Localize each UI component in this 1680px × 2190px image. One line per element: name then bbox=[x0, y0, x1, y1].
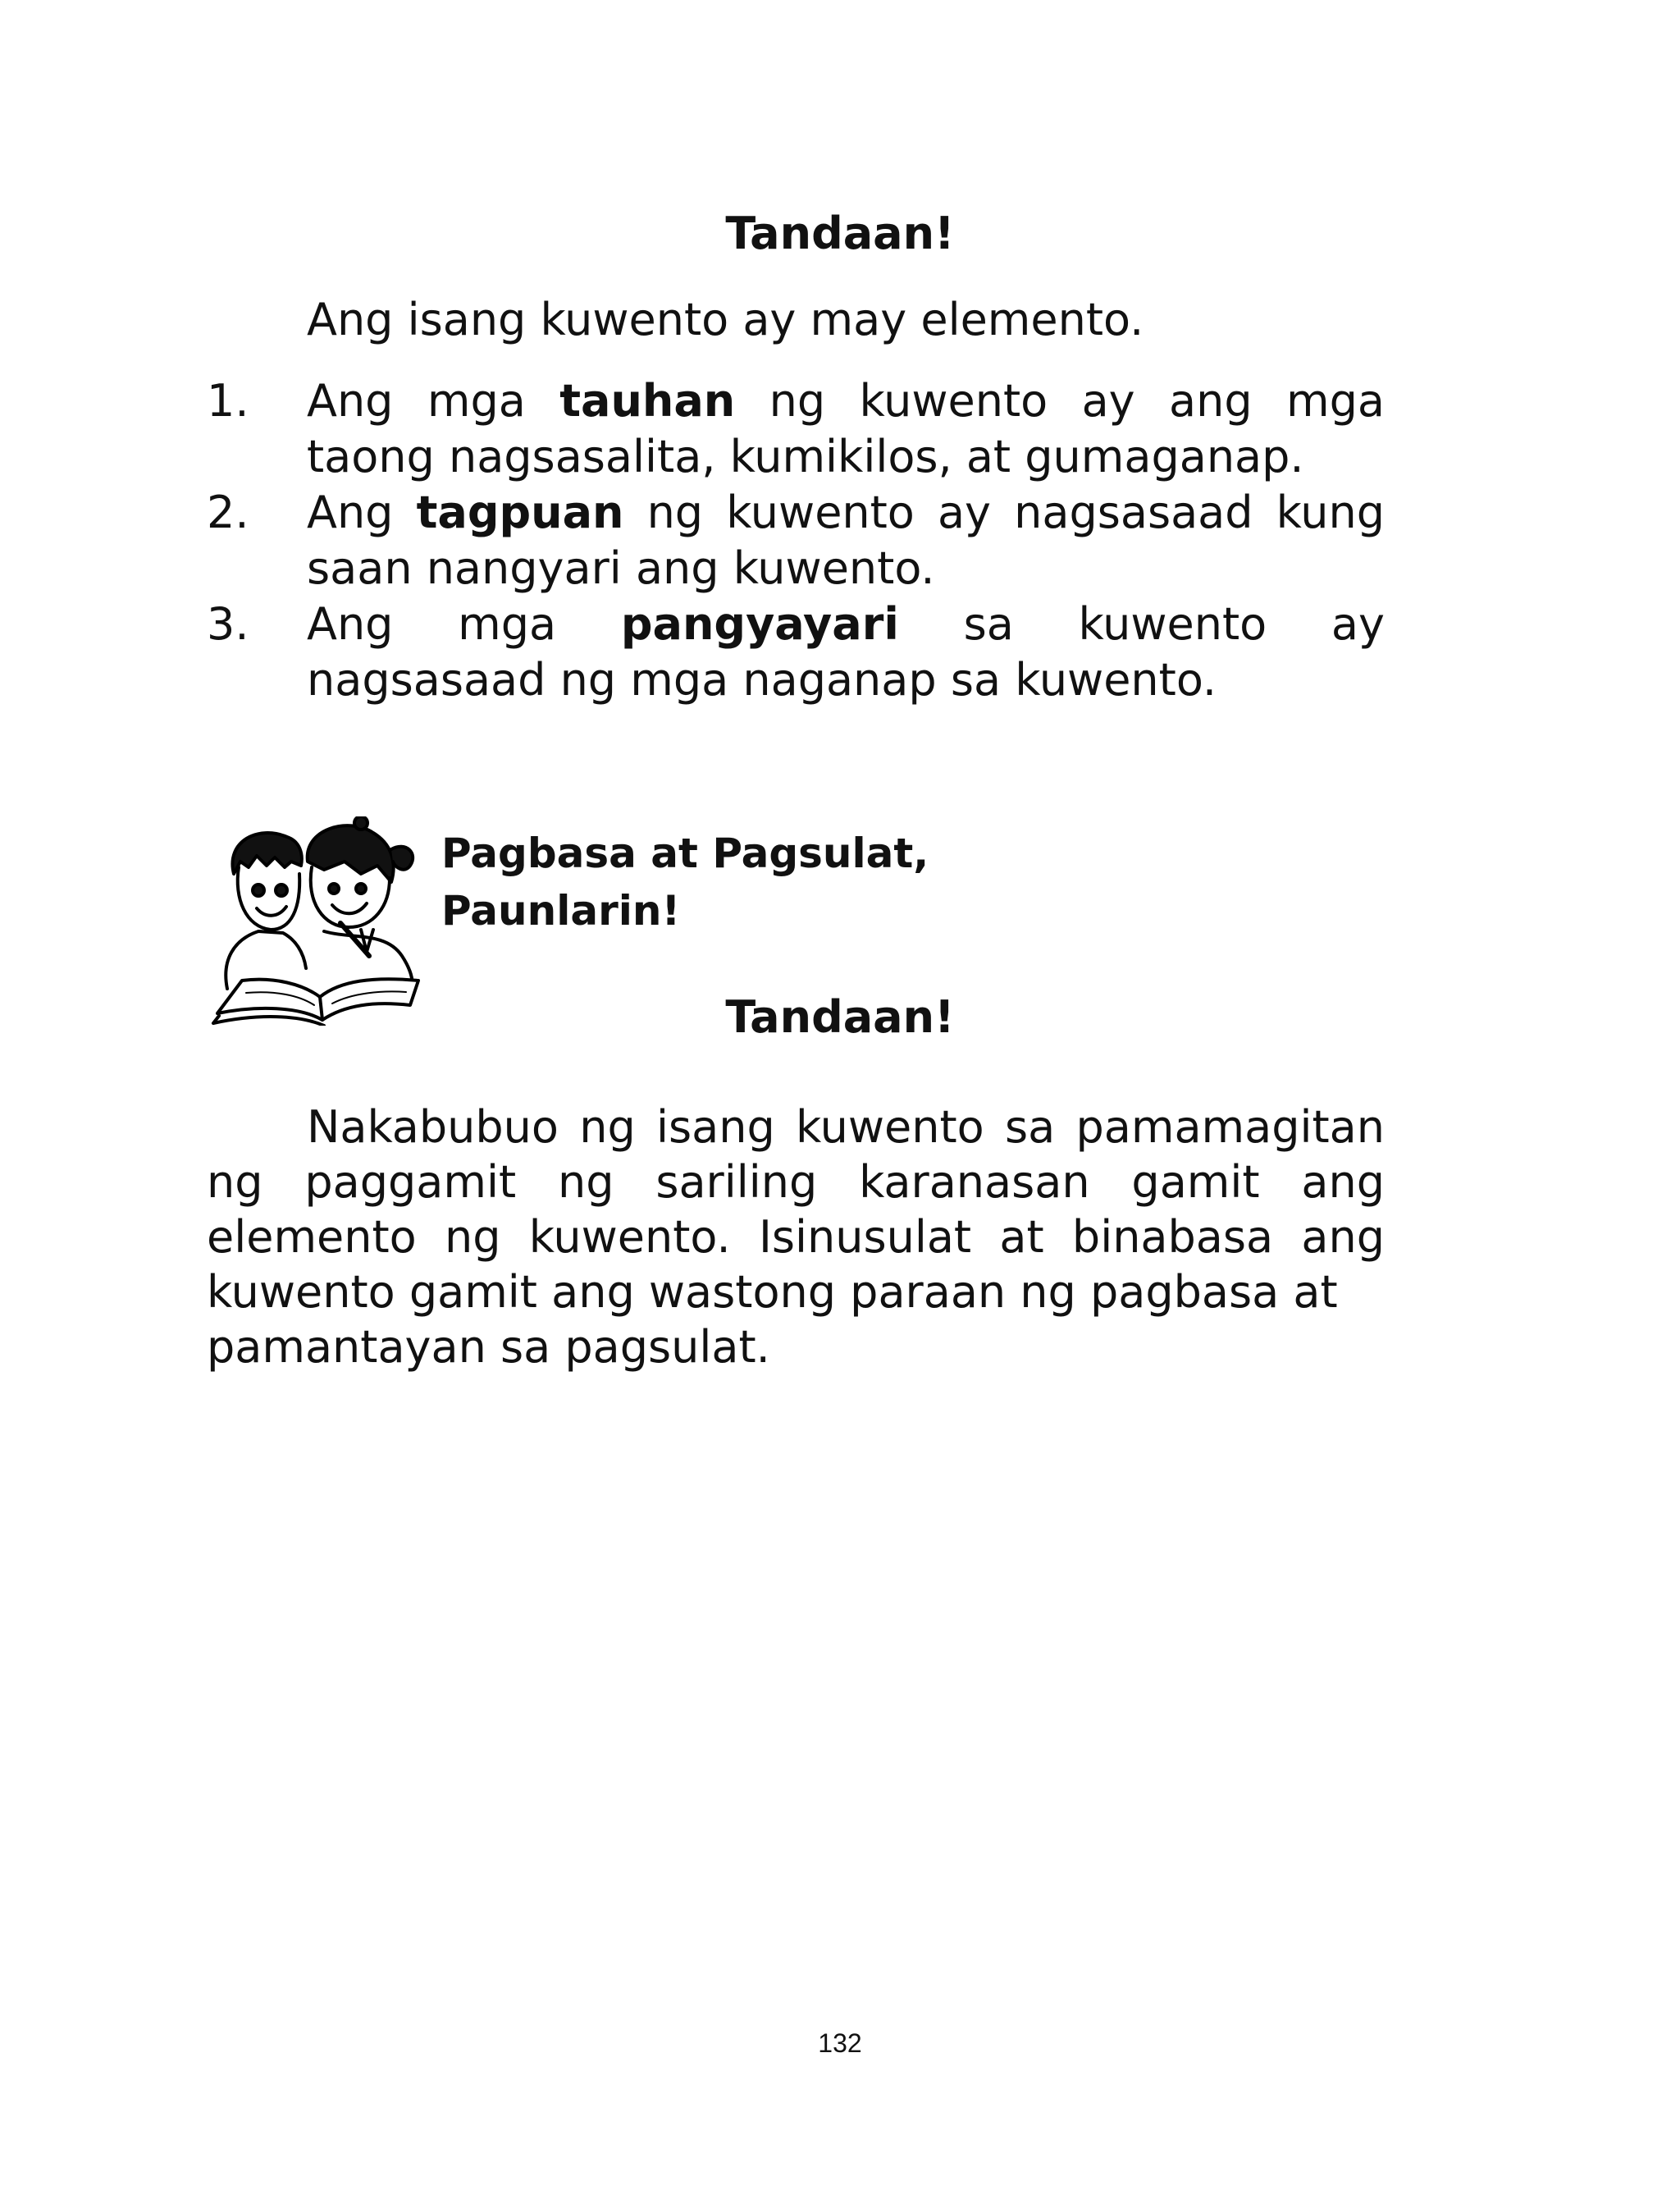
list-item bbox=[207, 485, 1385, 597]
list-text-after: ng kuwento ay nagsasaad kung saan nangyari ang kuwento. bbox=[307, 487, 1385, 594]
paragraph-line: elemento ng kuwento. Isinusulat at binabasa ang bbox=[207, 1211, 1385, 1263]
list-text-before: Ang bbox=[307, 487, 417, 538]
paragraph-line: kuwento gamit ang wastong paraan ng pagbasa at bbox=[207, 1266, 1338, 1318]
heading-tandaan-1: Tandaan! bbox=[725, 208, 955, 259]
list-item-text bbox=[307, 597, 1385, 708]
keyword-pangyayari: pangyayari bbox=[620, 598, 899, 650]
list-number: 1. bbox=[207, 375, 249, 427]
boy-hair bbox=[232, 833, 301, 874]
section-title-line-2: Paunlarin! bbox=[441, 887, 681, 935]
elements-list bbox=[207, 373, 1385, 708]
list-item bbox=[207, 373, 1385, 485]
list-item-text bbox=[307, 373, 1385, 485]
girl-face bbox=[311, 867, 390, 927]
section-title bbox=[441, 825, 929, 940]
paragraph-line: pamantayan sa pagsulat. bbox=[207, 1321, 770, 1373]
intro-text: Ang isang kuwento ay may elemento. bbox=[307, 294, 1144, 345]
girl-hair bbox=[308, 825, 394, 882]
section-title-line-1: Pagbasa at Pagsulat, bbox=[441, 830, 929, 877]
boy-face bbox=[238, 867, 300, 930]
list-item bbox=[207, 597, 1385, 708]
summary-paragraph bbox=[207, 1100, 1385, 1374]
heading-tandaan-2: Tandaan! bbox=[725, 991, 955, 1043]
keyword-tagpuan: tagpuan bbox=[416, 487, 624, 538]
list-number: 3. bbox=[207, 598, 249, 650]
list-text-after: ng kuwento ay ang mga taong nagsasalita, kumikilos, at gumaganap. bbox=[307, 375, 1385, 482]
keyword-tauhan: tauhan bbox=[559, 375, 736, 427]
paragraph-line: Nakabubuo ng isang kuwento sa pamamagitan bbox=[307, 1101, 1385, 1153]
list-item-text bbox=[307, 485, 1385, 597]
list-number: 2. bbox=[207, 487, 249, 538]
paragraph-line: ng paggamit ng sariling karanasan gamit ang bbox=[207, 1156, 1385, 1208]
list-text-after: sa kuwento ay nagsasaad ng mga naganap sa kuwento. bbox=[307, 598, 1385, 706]
list-text-before: Ang mga bbox=[307, 375, 560, 427]
list-text-before: Ang mga bbox=[307, 598, 621, 650]
page-number: 132 bbox=[818, 2028, 862, 2058]
